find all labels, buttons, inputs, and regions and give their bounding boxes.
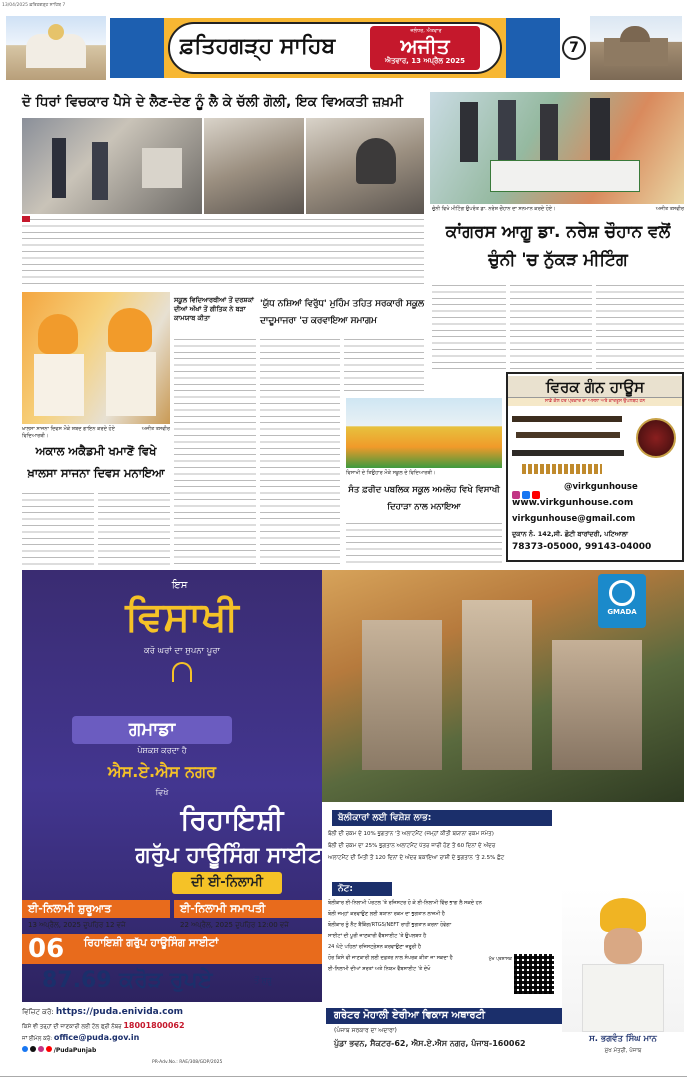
congress-text-right [596,282,684,372]
price: 87.69 ਕਰੋੜ ਰੁਪਏ [42,968,213,993]
virk-phones[interactable]: 78373-05000, 99143-04000 [512,542,652,552]
gmada-place: ਐਸ.ਏ.ਐਸ ਨਗਰ [107,762,217,781]
notes-list [328,898,598,988]
farid-caption: ਵਿਸਾਖੀ ਦੇ ਤਿਉਹਾਰ ਮੌਕੇ ਸਕੂਲ ਦੇ ਵਿਦਿਆਰਥੀ। [346,470,436,476]
farid-text [346,520,502,564]
virk-tagline: ਸਾਡੇ ਕੋਲ ਹਰ ਪ੍ਰਕਾਰ ਦਾ ਅਸਲਾ ਅਤੇ ਕਾਰਤੂਸ ਉਪਲਬਧ ਹਨ [508,398,682,406]
gmada-logo [598,574,646,628]
corner-label: 13/04/2025 ਫ਼ਤਿਹਗੜ੍ਹ ਸਾਹਿਬ 7 [2,3,66,8]
gmada-ad [22,570,684,1072]
masthead [0,12,687,84]
cm-portrait [562,888,684,1032]
congress-photo-credit: ਅਜੀਤ ਤਸਵੀਰ [655,206,684,212]
social-line [22,1046,142,1056]
gmada-title-line1: ਰਿਹਾਇਸ਼ੀ [180,803,284,836]
site-label: ਰਿਹਾਇਸ਼ੀ ਗਰੁੱਪ ਹਾਊਸਿੰਗ ਸਾਈਟਾਂ [84,937,219,949]
gmada-eauction: ਦੀ ਈ-ਨਿਲਾਮੀ [172,872,282,894]
bottom-border [0,1076,687,1077]
farid-photo [346,398,502,468]
twitter-icon [30,1046,36,1052]
tollfree-line [22,1020,322,1032]
gurdwara-photo-left [6,16,106,80]
brand-name: ਅਜੀਤ [400,34,450,58]
email-line [22,1032,322,1044]
page-number: 7 [562,36,586,60]
gmada-logo-text: GMADA [607,608,637,616]
note-item: 24 ਘੰਟੇ ਪਹਿਲਾਂ ਰਜਿਸਟ੍ਰੇਸ਼ਨ ਕਰਵਾਉਣਾ ਜ਼ਰੂਰੀ ਹੈ [328,944,421,950]
facebook-icon [22,1046,28,1052]
lead-photo-3 [306,118,424,214]
visit-label: ਵਿਜ਼ਿਟ ਕਰੋ: [22,1008,54,1016]
akal-headline: ਅਕਾਲ ਅਕੈਡਮੀ ਖਮਾਣੋਂ ਵਿਖੇ ਖ਼ਾਲਸਾ ਸਾਜਨਾ ਦਿਵਸ ਮਨਾਇਆ [27,444,165,480]
school-kicker: ਸਕੂਲ ਵਿਦਿਆਰਥੀਆਂ ਤੋਂ ਦਰਸ਼ਕਾਂ ਦੀਆਂ ਅੱਖਾਂ ਤੋਂ ਗੀਤਿਕ ਨੇ ਬੜਾ ਕਾਮਯਾਬ ਕੀਤਾ [174,296,254,322]
bidder-point: ਬੋਲੀ ਦੀ ਰਕਮ ਦੇ 10% ਭੁਗਤਾਨ 'ਤੇ ਅਲਾਟਮੈਂਟ (ਜਮ੍ਹਾਂ ਕੀਤੀ ਬਯਾਨਾ ਰਕਮ ਸਮੇਤ) [328,831,494,837]
auction-start-date: 13 ਅਪ੍ਰੈਲ, 2025 ਦੁਪਹਿਰ 12 ਵਜੇ [28,921,126,929]
gmada-org: ਗਮਾਡਾ [72,716,232,744]
akal-photo-credit: ਅਜੀਤ ਤਸਵੀਰ [141,426,170,432]
contact-line: ਕਿਸੇ ਵੀ ਤਰ੍ਹਾਂ ਦੀ ਜਾਣਕਾਰੀ ਲਈ ਟੋਲ ਫ੍ਰੀ ਨੰਬਰ [22,1024,122,1030]
lead-col-rule [22,216,30,222]
school-text [174,336,256,566]
brand-sub: ਜਲੰਧਰ, ਐਤਵਾਰ [410,28,442,34]
gmada-visakhi: ਵਿਸਾਖੀ [125,594,239,640]
bidder-point: ਅਲਾਟਮੈਂਟ ਦੀ ਮਿਤੀ ਤੋਂ 120 ਦਿਨਾਂ ਦੇ ਅੰਦਰ ਬਕਾਇਆ ਰਾਸ਼ੀ ਦੇ ਭੁਗਤਾਨ 'ਤੇ 2.5% ਛੋਟ [328,855,505,861]
issue-date: ਐਤਵਾਰ, 13 ਅਪ੍ਰੈਲ 2025 [384,57,465,65]
footer-org: ਗਰੇਟਰ ਮੋਹਾਲੀ ਏਰੀਆ ਵਿਕਾਸ ਅਥਾਰਟੀ [326,1008,562,1024]
cm-name: ਸ. ਭਗਵੰਤ ਸਿੰਘ ਮਾਨ [589,1034,657,1044]
congress-text-left [432,282,506,372]
note-item: ਬੋਲੀ ਜਮ੍ਹਾਂ ਕਰਵਾਉਣ ਲਈ ਬਯਾਨਾ ਰਕਮ ਦਾ ਭੁਗਤਾਨ ਲਾਜ਼ਮੀ ਹੈ [328,911,445,917]
school-text-2 [260,336,340,566]
drug-headline: 'ਯੁੱਧ ਨਸ਼ਿਆਂ ਵਿਰੁੱਧ' ਮੁਹਿੰਮ ਤਹਿਤ ਸਰਕਾਰੀ ਸਕੂਲ ਦਾਦੂਮਾਜਰਾ 'ਚ ਕਰਵਾਇਆ ਸਮਾਗਮ [260,299,424,326]
congress-caption: ਚੁੰਨੀ ਵਿਖੇ ਮੀਟਿੰਗ ਉਪਰੰਤ ਡਾ. ਨਰੇਸ਼ ਚੌਹਾਨ ਦਾ ਸਨਮਾਨ ਕਰਦੇ ਹੋਏ। [432,206,556,212]
lead-photo-2 [204,118,304,214]
social-handle[interactable]: /PudaPunjab [53,1047,97,1054]
site-count: 06 [28,934,65,964]
congress-text-mid [510,282,592,372]
email-link[interactable]: office@puda.gov.in [53,1033,140,1042]
brand-box [370,26,480,70]
auction-url[interactable]: https://puda.enivida.com [55,1007,184,1017]
lead-story-text [22,216,424,288]
guns-illustration [512,410,632,480]
gmada-title-line2: ਗਰੁੱਪ ਹਾਊਸਿੰਗ ਸਾਈਟਾਂ [135,843,329,868]
note-item: ਸਾਈਟਾਂ ਦੀ ਪੂਰੀ ਜਾਣਕਾਰੀ ਵੈੱਬਸਾਈਟ 'ਤੇ ਉਪਲਬਧ ਹੈ [328,933,427,939]
note-title: ਨੋਟ: [332,882,392,896]
pr-number: PR-Adv.No.: RAE/308/GDP/2025 [152,1060,223,1065]
auction-start-label: ਈ-ਨਿਲਾਮੀ ਸ਼ੁਰੂਆਤ [22,900,170,918]
auction-end-label: ਈ-ਨਿਲਾਮੀ ਸਮਾਪਤੀ [174,900,322,918]
note-item: ਹੋਰ ਕਿਸੇ ਵੀ ਜਾਣਕਾਰੀ ਲਈ ਦਫ਼ਤਰ ਨਾਲ ਸੰਪਰਕ ਕੀਤਾ ਜਾ ਸਕਦਾ ਹੈ [328,955,453,961]
lead-photo-1 [22,118,202,214]
footer-org-sub: (ਪੰਜਾਬ ਸਰਕਾਰ ਦਾ ਅਦਾਰਾ) [334,1027,397,1034]
akal-text-2 [98,490,170,566]
qr-code[interactable] [514,954,554,994]
wheat-icon [172,662,192,682]
akal-text [22,490,94,566]
farid-headline: ਸੰਤ ਫ਼ਰੀਦ ਪਬਲਿਕ ਸਕੂਲ ਅਮਲੋਹ ਵਿਖੇ ਵਿਸਾਖੀ ਦਿਹਾੜਾ ਨਾਲ ਮਨਾਇਆ [348,485,500,512]
cm-title: ਮੁੱਖ ਮੰਤਰੀ, ਪੰਜਾਬ [604,1048,642,1054]
social-icons [512,484,562,494]
lead-headline: ਦੋ ਧਿਰਾਂ ਵਿਚਕਾਰ ਪੈਸੇ ਦੇ ਲੈਣ-ਦੇਣ ਨੂੰ ਲੈ ਕੇ ਚੱਲੀ ਗੋਲੀ, ਇਕ ਵਿਅਕਤੀ ਜ਼ਖ਼ਮੀ [22,94,403,110]
masthead-band [110,18,560,78]
fort-photo-right [590,16,682,80]
gmada-dream-line: ਕਰੋ ਘਰਾਂ ਦਾ ਸੁਪਨਾ ਪੂਰਾ [143,646,220,656]
email-label: ਜਾਂ ਈਮੇਲ ਕਰੋ: [22,1036,53,1042]
virk-website[interactable]: www.virkgunhouse.com [512,498,634,508]
bidders-list [328,828,684,884]
gmada-presents: ਪੇਸ਼ਕਸ਼ ਕਰਦਾ ਹੈ [137,746,187,755]
instagram-icon [38,1046,44,1052]
virk-gun-house-ad [506,372,684,562]
note-item: ਬੋਲੀਕਾਰ ਈ-ਨਿਲਾਮੀ ਪੋਰਟਲ 'ਤੇ ਰਜਿਸਟਰ ਹੋ ਕੇ ਈ-ਨਿਲਾਮੀ ਵਿੱਚ ਭਾਗ ਲੈ ਸਕਦੇ ਹਨ [328,900,482,906]
congress-headline: ਕਾਂਗਰਸ ਆਗੂ ਡਾ. ਨਰੇਸ਼ ਚੌਹਾਨ ਵਲੋਂ ਚੁੰਨੀ 'ਚ ਨੁੱਕੜ ਮੀਟਿੰਗ [445,222,671,270]
bidder-point: ਬੋਲੀ ਦੀ ਰਕਮ ਦਾ 25% ਭੁਗਤਾਨ ਅਲਾਟਮੈਂਟ ਪੱਤਰ ਜਾਰੀ ਹੋਣ ਤੋਂ 60 ਦਿਨਾਂ ਦੇ ਅੰਦਰ [328,843,496,849]
akal-caption: ਖ਼ਾਲਸਾ ਸਾਜਨਾ ਦਿਵਸ ਮੌਕੇ ਸ਼ਬਦ ਗਾਇਨ ਕਰਦੇ ਹੋਏ ਵਿਦਿਆਰਥੀ। [22,426,115,439]
virk-title: ਵਿਰਕ ਗੰਨ ਹਾਊਸ [508,376,682,398]
tollfree-number[interactable]: 18001800062 [123,1021,185,1030]
youtube-icon [46,1046,52,1052]
virk-emblem [636,418,676,458]
gmada-vikhe: ਵਿਖੇ [155,788,169,797]
virk-handle[interactable]: @virkgunhouse [564,482,638,492]
price-suffix: ਤੋਂ ਸ਼ੁਰੂ [254,976,272,985]
drug-text [344,336,424,396]
auction-end-date: 22 ਅਪ੍ਰੈਲ, 2025 ਦੁਪਹਿਰ 12:00 ਵਜੇ [180,921,289,929]
virk-email[interactable]: virkgunhouse@gmail.com [512,514,636,524]
city-name: ਫ਼ਤਿਹਗੜ੍ਹ ਸਾਹਿਬ [180,34,336,59]
minister-label: ਮੁੱਖ ਪ੍ਰਸ਼ਾਸਕ [488,957,512,962]
note-item: ਈ-ਨਿਲਾਮੀ ਦੀਆਂ ਸ਼ਰਤਾਂ ਅਤੇ ਨਿਯਮ ਵੈੱਬਸਾਈਟ 'ਤੇ ਦੇਖੋ [328,966,431,972]
footer-address: ਪੁੱਡਾ ਭਵਨ, ਸੈਕਟਰ-62, ਐਸ.ਏ.ਐਸ ਨਗਰ, ਪੰਜਾਬ-160062 [334,1039,526,1048]
congress-photo [430,92,684,204]
note-item: ਬੋਲੀਕਾਰ ਨੂੰ ਨੈੱਟ ਬੈਂਕਿੰਗ/RTGS/NEFT ਰਾਹੀਂ ਭੁਗਤਾਨ ਕਰਨਾ ਹੋਵੇਗਾ [328,922,452,928]
virk-address: ਦੁਕਾਨ ਨੰ. 142,ਸੀ. ਛੋਟੀ ਬਾਰਾਂਦਰੀ, ਪਟਿਆਲਾ [512,530,629,538]
bidders-title: ਬੋਲੀਕਾਰਾਂ ਲਈ ਵਿਸ਼ੇਸ਼ ਲਾਭ: [332,810,552,826]
akal-photo [22,292,170,424]
visit-line [22,1006,322,1018]
gmada-is: ਇਸ [172,580,188,591]
